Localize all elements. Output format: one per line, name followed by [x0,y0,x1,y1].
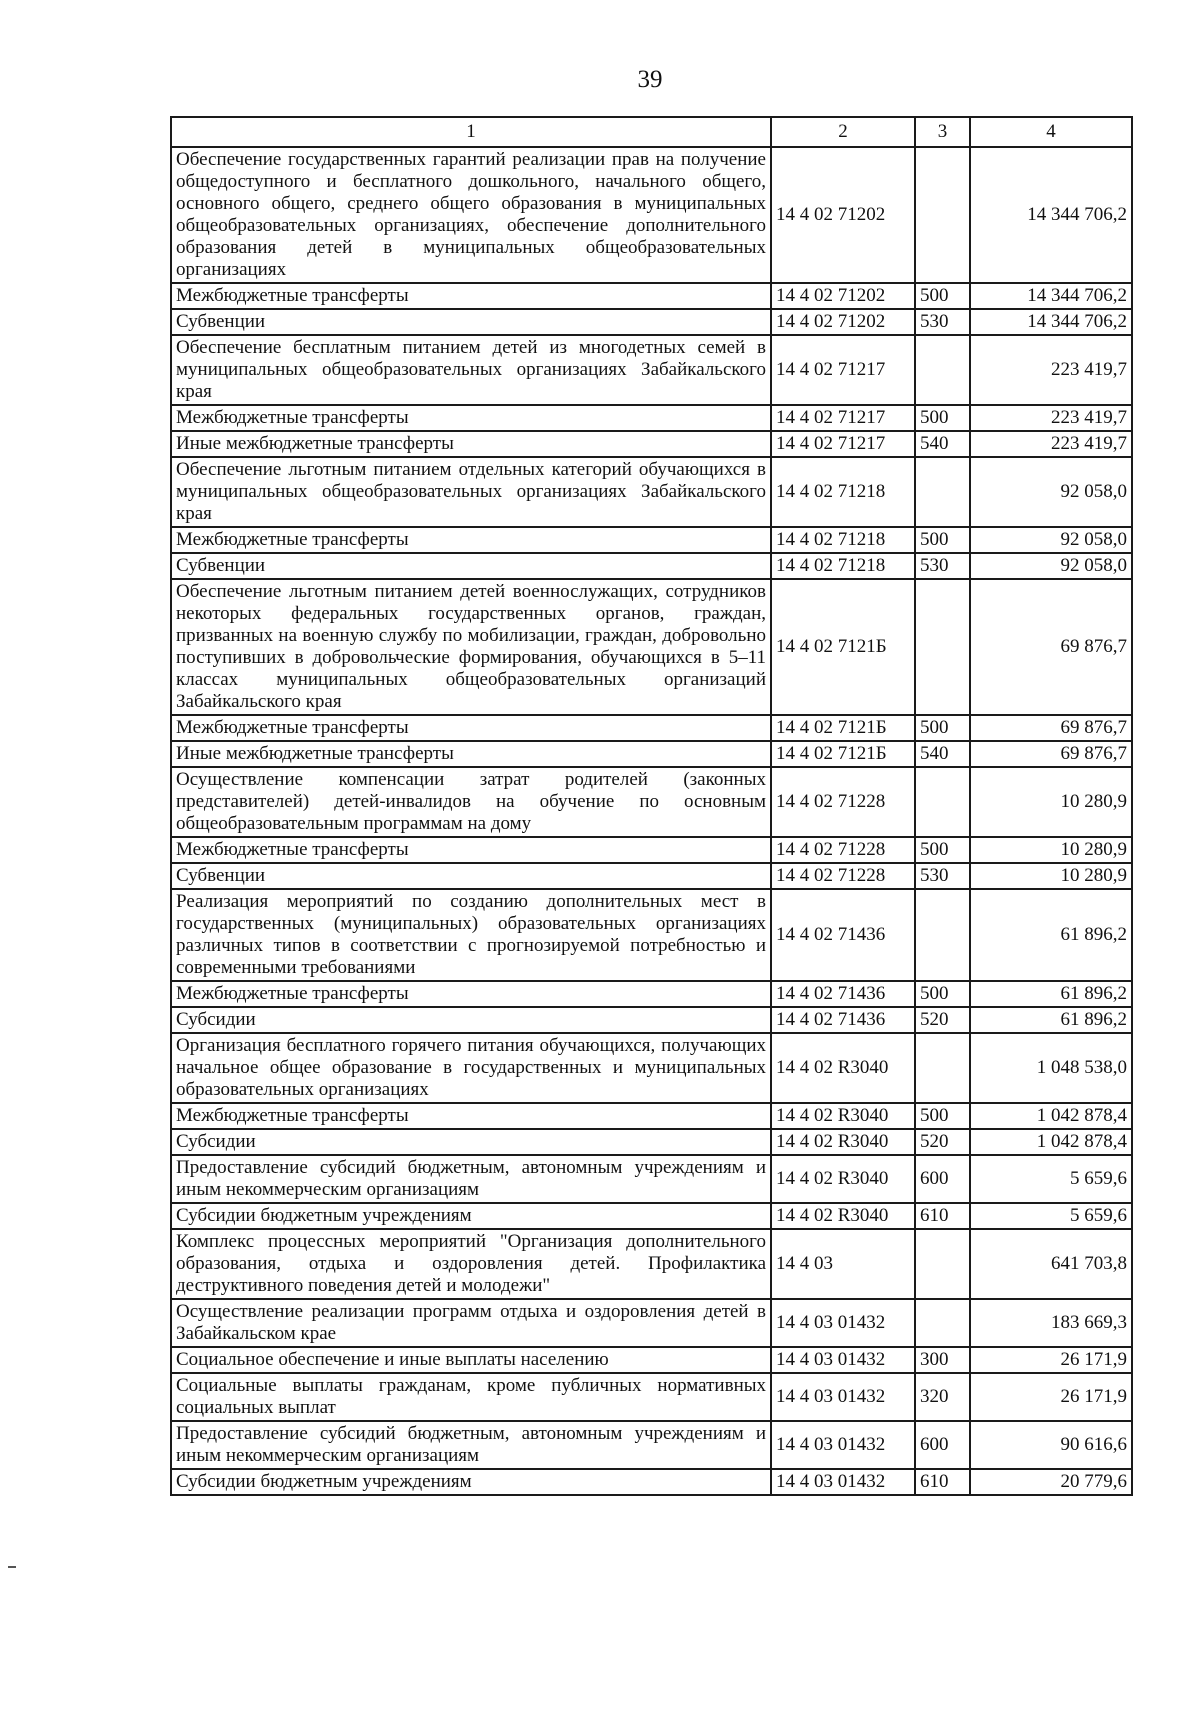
row-amount-cell: 26 171,9 [970,1347,1132,1373]
table-row [171,431,1132,457]
table-row [171,1103,1132,1129]
row-type-cell [915,147,970,283]
row-amount-cell: 69 876,7 [970,741,1132,767]
row-amount-cell: 223 419,7 [970,405,1132,431]
row-type-cell [915,579,970,715]
row-name-cell: Межбюджетные трансферты [171,527,771,553]
row-name-cell: Иные межбюджетные трансферты [171,431,771,457]
table-row [171,579,1132,715]
row-type-cell: 500 [915,1103,970,1129]
row-name-cell: Иные межбюджетные трансферты [171,741,771,767]
table-row [171,553,1132,579]
table-row [171,527,1132,553]
row-name-cell: Межбюджетные трансферты [171,981,771,1007]
header-col-3: 3 [915,117,970,147]
row-amount-cell: 14 344 706,2 [970,147,1132,283]
header-col-4: 4 [970,117,1132,147]
table-row [171,1421,1132,1469]
row-amount-cell: 183 669,3 [970,1299,1132,1347]
row-code-cell: 14 4 03 01432 [771,1421,915,1469]
row-name-cell: Реализация мероприятий по созданию дополнительных мест в государственных (муниципальных) образовательных организациях различных типов в соответствии с прогнозируемой потребностью и современными требованиями [171,889,771,981]
table-body [171,147,1132,1495]
row-name-cell: Межбюджетные трансферты [171,283,771,309]
row-code-cell: 14 4 02 71217 [771,335,915,405]
row-type-cell: 320 [915,1373,970,1421]
row-code-cell: 14 4 02 71217 [771,405,915,431]
row-amount-cell: 61 896,2 [970,981,1132,1007]
table-row [171,309,1132,335]
row-type-cell: 600 [915,1421,970,1469]
table-row [171,147,1132,283]
row-code-cell: 14 4 02 71228 [771,837,915,863]
row-type-cell: 520 [915,1129,970,1155]
table-row [171,863,1132,889]
row-name-cell: Социальное обеспечение и иные выплаты населению [171,1347,771,1373]
row-name-cell: Комплекс процессных мероприятий "Организация дополнительного образования, отдыха и оздоровления детей. Профилактика деструктивного поведения детей и молодежи" [171,1229,771,1299]
table-row [171,1347,1132,1373]
row-code-cell: 14 4 03 01432 [771,1347,915,1373]
row-name-cell: Обеспечение государственных гарантий реализации прав на получение общедоступного и бесплатного дошкольного, начального общего, основного общего, среднего общего образования в муниципальных общеобразовательных организациях, обеспечение дополнительного образования детей в муниципальных общеобразовательных организациях [171,147,771,283]
row-type-cell [915,1299,970,1347]
row-name-cell: Субвенции [171,863,771,889]
row-amount-cell: 69 876,7 [970,579,1132,715]
table-row [171,1229,1132,1299]
row-type-cell: 600 [915,1155,970,1203]
margin-mark [8,1566,16,1568]
row-code-cell: 14 4 03 [771,1229,915,1299]
row-code-cell: 14 4 02 71228 [771,863,915,889]
row-amount-cell: 223 419,7 [970,335,1132,405]
row-amount-cell: 61 896,2 [970,1007,1132,1033]
row-type-cell: 500 [915,527,970,553]
row-name-cell: Предоставление субсидий бюджетным, автономным учреждениям и иным некоммерческим организациям [171,1421,771,1469]
row-code-cell: 14 4 02 R3040 [771,1033,915,1103]
table-row [171,405,1132,431]
table-row [171,335,1132,405]
row-code-cell: 14 4 02 71436 [771,889,915,981]
row-amount-cell: 92 058,0 [970,553,1132,579]
row-code-cell: 14 4 02 R3040 [771,1103,915,1129]
row-name-cell: Организация бесплатного горячего питания обучающихся, получающих начальное общее образование в государственных и муниципальных образовательных организациях [171,1033,771,1103]
row-code-cell: 14 4 02 71202 [771,283,915,309]
row-code-cell: 14 4 02 7121Б [771,715,915,741]
row-code-cell: 14 4 02 71202 [771,309,915,335]
row-name-cell: Межбюджетные трансферты [171,715,771,741]
row-type-cell: 610 [915,1203,970,1229]
row-type-cell: 300 [915,1347,970,1373]
row-amount-cell: 1 048 538,0 [970,1033,1132,1103]
row-name-cell: Межбюджетные трансферты [171,837,771,863]
row-name-cell: Межбюджетные трансферты [171,405,771,431]
row-type-cell: 540 [915,431,970,457]
row-type-cell [915,335,970,405]
table-row [171,837,1132,863]
header-col-2: 2 [771,117,915,147]
header-col-1: 1 [171,117,771,147]
row-code-cell: 14 4 02 R3040 [771,1129,915,1155]
table-row [171,1155,1132,1203]
row-name-cell: Субсидии бюджетным учреждениям [171,1469,771,1495]
table-row [171,1033,1132,1103]
row-type-cell: 500 [915,283,970,309]
row-name-cell: Социальные выплаты гражданам, кроме публичных нормативных социальных выплат [171,1373,771,1421]
table-row [171,1299,1132,1347]
row-code-cell: 14 4 02 R3040 [771,1203,915,1229]
row-type-cell: 530 [915,553,970,579]
row-code-cell: 14 4 02 7121Б [771,579,915,715]
row-name-cell: Осуществление реализации программ отдыха и оздоровления детей в Забайкальском крае [171,1299,771,1347]
row-type-cell: 500 [915,715,970,741]
row-type-cell: 520 [915,1007,970,1033]
row-code-cell: 14 4 02 71218 [771,527,915,553]
row-amount-cell: 92 058,0 [970,527,1132,553]
row-type-cell: 610 [915,1469,970,1495]
row-amount-cell: 1 042 878,4 [970,1103,1132,1129]
row-amount-cell: 10 280,9 [970,837,1132,863]
row-code-cell: 14 4 02 71218 [771,457,915,527]
row-type-cell [915,889,970,981]
table-row [171,457,1132,527]
row-amount-cell: 5 659,6 [970,1203,1132,1229]
row-name-cell: Субсидии [171,1129,771,1155]
row-name-cell: Субвенции [171,553,771,579]
row-type-cell [915,457,970,527]
row-name-cell: Межбюджетные трансферты [171,1103,771,1129]
row-amount-cell: 5 659,6 [970,1155,1132,1203]
row-amount-cell: 26 171,9 [970,1373,1132,1421]
table-row [171,1007,1132,1033]
table-header-row [171,117,1132,147]
row-code-cell: 14 4 02 7121Б [771,741,915,767]
row-code-cell: 14 4 02 71228 [771,767,915,837]
row-amount-cell: 69 876,7 [970,715,1132,741]
page-number: 39 [637,66,663,93]
row-code-cell: 14 4 02 R3040 [771,1155,915,1203]
row-type-cell: 500 [915,405,970,431]
table-row [171,283,1132,309]
row-amount-cell: 92 058,0 [970,457,1132,527]
row-name-cell: Обеспечение льготным питанием отдельных категорий обучающихся в муниципальных общеобразовательных организациях Забайкальского края [171,457,771,527]
row-type-cell [915,767,970,837]
table-row [171,1203,1132,1229]
table-row [171,981,1132,1007]
row-code-cell: 14 4 02 71218 [771,553,915,579]
row-name-cell: Обеспечение бесплатным питанием детей из многодетных семей в муниципальных общеобразовательных организациях Забайкальского края [171,335,771,405]
row-code-cell: 14 4 03 01432 [771,1373,915,1421]
row-name-cell: Субвенции [171,309,771,335]
row-name-cell: Обеспечение льготным питанием детей военнослужащих, сотрудников некоторых федеральных государственных органов, граждан, призванных на военную службу по мобилизации, граждан, добровольно поступивших в добровольческие формирования, обучающихся в 5–11 классах муниципальных общеобразовательных организаций Забайкальского края [171,579,771,715]
row-type-cell [915,1229,970,1299]
row-code-cell: 14 4 02 71436 [771,1007,915,1033]
row-amount-cell: 10 280,9 [970,767,1132,837]
row-name-cell: Предоставление субсидий бюджетным, автономным учреждениям и иным некоммерческим организациям [171,1155,771,1203]
row-code-cell: 14 4 02 71217 [771,431,915,457]
row-amount-cell: 223 419,7 [970,431,1132,457]
table-row [171,767,1132,837]
row-type-cell: 500 [915,981,970,1007]
row-amount-cell: 1 042 878,4 [970,1129,1132,1155]
row-type-cell: 540 [915,741,970,767]
row-type-cell: 530 [915,863,970,889]
row-type-cell [915,1033,970,1103]
table-row [171,1129,1132,1155]
row-amount-cell: 14 344 706,2 [970,283,1132,309]
row-code-cell: 14 4 02 71202 [771,147,915,283]
table-row [171,1373,1132,1421]
row-code-cell: 14 4 03 01432 [771,1469,915,1495]
table-row [171,889,1132,981]
row-amount-cell: 20 779,6 [970,1469,1132,1495]
row-type-cell: 530 [915,309,970,335]
row-name-cell: Субсидии бюджетным учреждениям [171,1203,771,1229]
row-amount-cell: 14 344 706,2 [970,309,1132,335]
row-amount-cell: 10 280,9 [970,863,1132,889]
row-code-cell: 14 4 03 01432 [771,1299,915,1347]
table-row [171,741,1132,767]
row-name-cell: Осуществление компенсации затрат родителей (законных представителей) детей-инвалидов на обучение по основным общеобразовательным программам на дому [171,767,771,837]
row-name-cell: Субсидии [171,1007,771,1033]
row-type-cell: 500 [915,837,970,863]
row-amount-cell: 90 616,6 [970,1421,1132,1469]
row-code-cell: 14 4 02 71436 [771,981,915,1007]
row-amount-cell: 61 896,2 [970,889,1132,981]
table-row [171,1469,1132,1495]
row-amount-cell: 641 703,8 [970,1229,1132,1299]
budget-table [170,116,1133,1496]
table-row [171,715,1132,741]
